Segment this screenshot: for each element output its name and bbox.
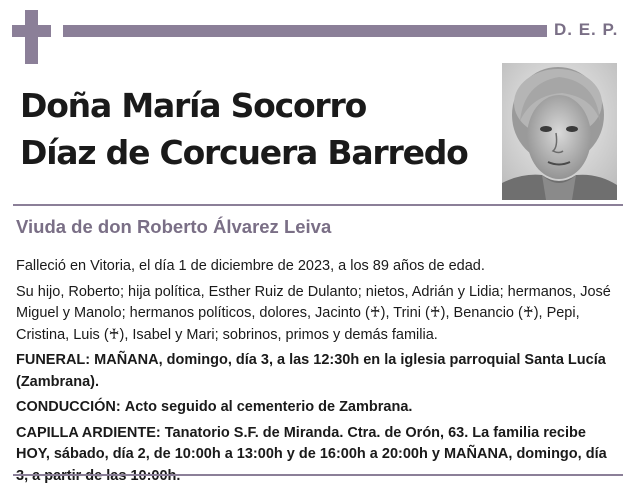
funeral-text: MAÑANA, domingo, día 3, a las 12:30h en la iglesia parroquial Santa Lucía (Zambrana).	[16, 352, 606, 390]
funeral-label: FUNERAL:	[16, 352, 90, 368]
conduccion-paragraph	[16, 397, 622, 419]
top-rule	[63, 25, 547, 37]
conduccion-label: CONDUCCIÓN:	[16, 399, 121, 415]
widow-line: Viuda de don Roberto Álvarez Leiva	[16, 216, 616, 238]
middle-rule	[13, 204, 623, 206]
notice-body	[16, 256, 622, 487]
bottom-rule	[13, 474, 623, 476]
conduccion-text: Acto seguido al cementerio de Zambrana.	[125, 399, 413, 415]
family-list: Su hijo, Roberto; hija política, Esther Ruiz de Dulanto; nietos, Adrián y Lidia; hermanos, José Miguel y Manolo; hermanos políticos, dolores, Jacinto (♰), Trini (♰), Benancio (♰), Pepi, Cristina, Luis (♰), Isabel y Mari; sobrinos, primos y demás familia.	[16, 282, 622, 347]
capilla-paragraph	[16, 423, 622, 487]
deceased-name	[20, 82, 500, 176]
portrait-photo	[502, 63, 617, 200]
portrait-illustration	[502, 63, 617, 200]
name-line-1: Doña María Socorro	[20, 82, 500, 129]
funeral-paragraph	[16, 350, 622, 393]
death-notice: Falleció en Vitoria, el día 1 de diciembre de 2023, a los 89 años de edad.	[16, 256, 622, 278]
capilla-text: Tanatorio S.F. de Miranda. Ctra. de Orón, 63. La familia recibe HOY, sábado, día 2, de 10:00h a 13:00h y de 16:00h a 20:00h y MAÑANA, domingo, día	[16, 425, 607, 484]
capilla-label: CAPILLA ARDIENTE:	[16, 425, 161, 441]
dep-label: D. E. P.	[554, 20, 624, 44]
cross-vertical-bar	[25, 10, 38, 64]
cross-horizontal-bar	[12, 25, 51, 37]
name-line-2: Díaz de Corcuera Barredo	[20, 129, 500, 176]
